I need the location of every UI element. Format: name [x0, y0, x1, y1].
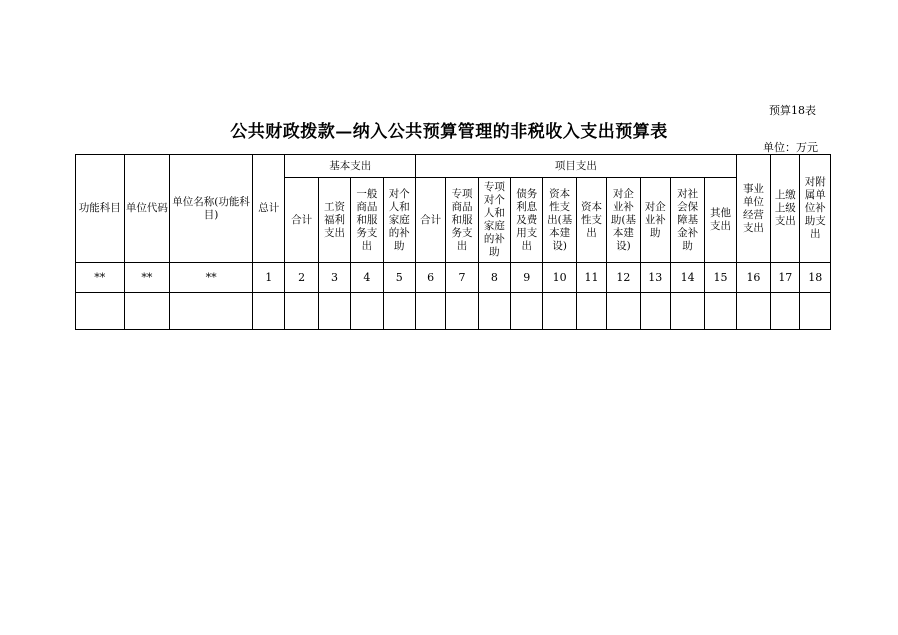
unit-label: 单位：万元 — [763, 141, 818, 154]
budget-table — [75, 154, 831, 330]
table-cell-empty — [543, 293, 576, 330]
table-cell: 5 — [383, 263, 415, 293]
table-row-empty — [76, 293, 831, 330]
table-cell: ** — [76, 263, 125, 293]
header-unit-code: 单位代码 — [124, 155, 170, 263]
header-basic-col: 一般商品和服务支出 — [351, 178, 383, 263]
table-cell-empty — [736, 293, 770, 330]
table-cell-empty — [705, 293, 736, 330]
table-cell: 18 — [800, 263, 831, 293]
table-cell: 14 — [670, 263, 704, 293]
table-cell: 8 — [478, 263, 510, 293]
header-total: 总计 — [253, 155, 285, 263]
table-cell-empty — [607, 293, 640, 330]
header-upper-level-payment: 上缴上级支出 — [771, 155, 800, 263]
header-project-col: 资本性支出(基本建设) — [543, 178, 576, 263]
table-cell: 3 — [318, 263, 350, 293]
table-cell: ** — [170, 263, 253, 293]
table-cell-empty — [124, 293, 170, 330]
header-project-expenditure: 项目支出 — [415, 155, 736, 178]
table-cell-empty — [511, 293, 543, 330]
header-project-col: 专项对个人和家庭的补助 — [478, 178, 510, 263]
page-title: 公共财政拨款—纳入公共预算管理的非税收入支出预算表 — [230, 122, 668, 142]
table-cell-empty — [800, 293, 831, 330]
table-cell: 17 — [771, 263, 800, 293]
table-cell: 4 — [351, 263, 383, 293]
header-unit-name: 单位名称(功能科目) — [170, 155, 253, 263]
header-project-col: 对企业补助 — [640, 178, 670, 263]
header-project-col: 其他支出 — [705, 178, 736, 263]
table-cell: 12 — [607, 263, 640, 293]
table-cell-empty — [76, 293, 125, 330]
table-cell-empty — [415, 293, 445, 330]
header-project-col: 对企业补助(基本建设) — [607, 178, 640, 263]
table-cell-empty — [478, 293, 510, 330]
table-cell: 10 — [543, 263, 576, 293]
table-cell-empty — [351, 293, 383, 330]
header-project-col: 专项商品和服务支出 — [446, 178, 478, 263]
table-cell: 7 — [446, 263, 478, 293]
table-cell: 16 — [736, 263, 770, 293]
table-cell: 13 — [640, 263, 670, 293]
header-function-subject: 功能科目 — [76, 155, 125, 263]
header-basic-col: 对个人和家庭的补助 — [383, 178, 415, 263]
table-cell-empty — [253, 293, 285, 330]
header-basic-col: 工资福利支出 — [318, 178, 350, 263]
header-affiliated-subsidy: 对附属单位补助支出 — [800, 155, 831, 263]
table-cell: 1 — [253, 263, 285, 293]
table-row-index — [76, 263, 831, 293]
table-cell-empty — [383, 293, 415, 330]
table-cell-empty — [640, 293, 670, 330]
table-cell: 9 — [511, 263, 543, 293]
table-cell-empty — [670, 293, 704, 330]
header-project-col: 对社会保障基金补助 — [670, 178, 704, 263]
table-cell-empty — [318, 293, 350, 330]
table-cell-empty — [771, 293, 800, 330]
table-cell-empty — [285, 293, 318, 330]
header-project-col: 资本性支出 — [576, 178, 606, 263]
header-institution-operation: 事业单位经营支出 — [736, 155, 770, 263]
table-cell: 11 — [576, 263, 606, 293]
table-cell-empty — [446, 293, 478, 330]
table-cell-empty — [576, 293, 606, 330]
table-cell-empty — [170, 293, 253, 330]
header-basic-col: 合计 — [285, 178, 318, 263]
form-number: 预算18表 — [769, 104, 816, 117]
header-basic-expenditure: 基本支出 — [285, 155, 416, 178]
table-cell: ** — [124, 263, 170, 293]
table-cell: 6 — [415, 263, 445, 293]
header-project-col: 合计 — [415, 178, 445, 263]
table-cell: 15 — [705, 263, 736, 293]
table-cell: 2 — [285, 263, 318, 293]
header-project-col: 债务利息及费用支出 — [511, 178, 543, 263]
